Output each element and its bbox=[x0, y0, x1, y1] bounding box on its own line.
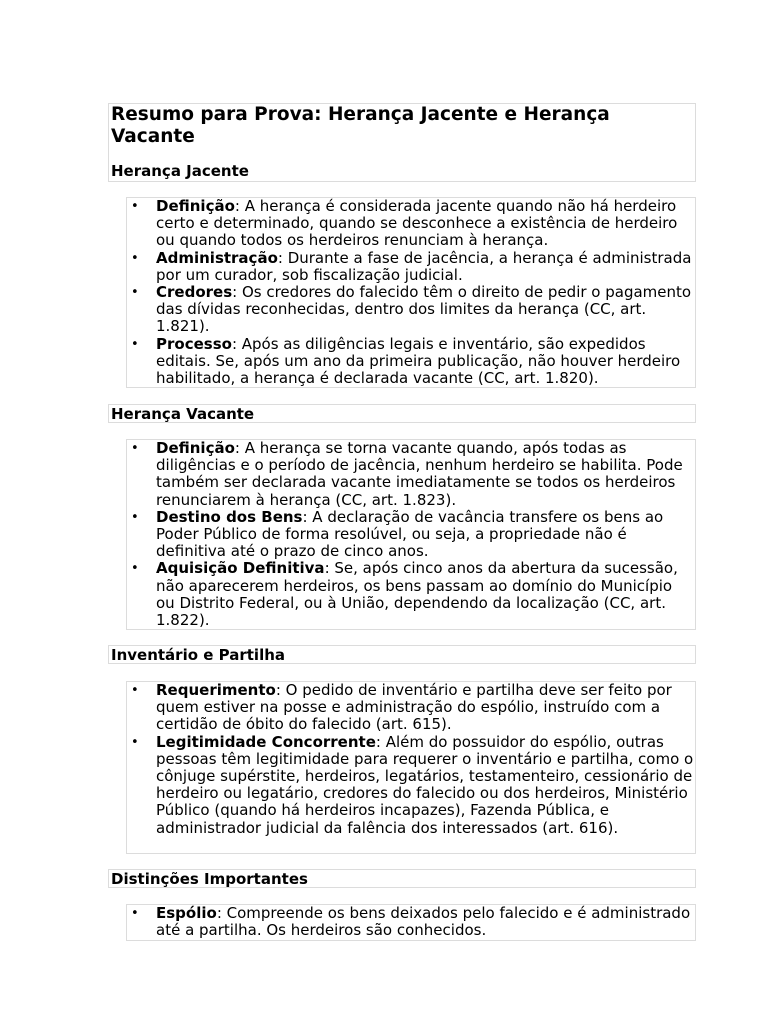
item-term: Espólio bbox=[156, 904, 217, 922]
list-item bbox=[127, 905, 695, 939]
item-term: Administração bbox=[156, 248, 278, 267]
item-text: : A herança se torna vacante quando, após todas as diligências e o período de jacência, nenhum herdeiro se habilita. Pode também ser declarada vacante imediatamente se todos os herdeiros renunciarem à herança (CC, art. 1.823). bbox=[156, 439, 683, 509]
section-heading-box bbox=[108, 404, 696, 423]
list-item bbox=[127, 682, 695, 734]
item-term: Definição bbox=[156, 197, 235, 215]
item-term: Definição bbox=[156, 439, 235, 457]
item-text: : Compreende os bens deixados pelo falecido e é administrado até a partilha. Os herdeiros são conhecidos. bbox=[156, 904, 691, 940]
list-item bbox=[127, 284, 695, 336]
item-term: Requerimento bbox=[156, 681, 276, 699]
title-block bbox=[108, 103, 696, 182]
item-text: : Se, após cinco anos da abertura da sucessão, não aparecerem herdeiros, os bens passam ao domínio do Município ou Distrito Federal, ou à União, dependendo da localização (CC, art. 1.822). bbox=[156, 559, 678, 630]
list-item bbox=[127, 198, 695, 250]
section-list-heranca-vacante bbox=[126, 439, 696, 630]
section-list-heranca-jacente bbox=[126, 197, 696, 388]
item-text: : A herança é considerada jacente quando não há herdeiro certo e determinado, quando se desconhece a existência de herdeiro ou quando todos os herdeiros renunciam à herança. bbox=[156, 197, 678, 250]
section-list-distincoes bbox=[126, 904, 696, 941]
item-text: : Os credores do falecido têm o direito de pedir o pagamento das dívidas reconhecidas, dentro dos limites da herança (CC, art. 1.821). bbox=[156, 283, 692, 336]
section-heading-distincoes: Distinções Importantes bbox=[111, 870, 308, 888]
list-item bbox=[127, 440, 695, 509]
document-title: Resumo para Prova: Herança Jacente e Herança Vacante bbox=[111, 104, 610, 147]
section-heading-box bbox=[108, 869, 696, 888]
item-term: Destino dos Bens bbox=[156, 507, 303, 526]
section-list-inventario bbox=[126, 681, 696, 854]
item-text: : Durante a fase de jacência, a herança é administrada por um curador, sob fiscalização judicial. bbox=[156, 248, 692, 284]
list-item bbox=[127, 560, 695, 629]
section-heading-box bbox=[108, 645, 696, 664]
item-text: : O pedido de inventário e partilha deve ser feito por quem estiver na posse e administração do espólio, instruído com a certidão de óbito do falecido (art. 615). bbox=[156, 681, 672, 734]
section-heading-heranca-vacante: Herança Vacante bbox=[111, 405, 255, 423]
item-text: : Além do possuidor do espólio, outras pessoas têm legitimidade para requerer o inventário e partilha, como o cônjuge supérstite, herdeiros, legatários, testamenteiro, cessionário de herdeiro ou legatário, credores do falecido ou dos herdeiros, Ministério Público (quando há herdeiros incapazes), Fazenda Pública, e administrador judicial da falência dos interessados (art. 616). bbox=[156, 732, 694, 837]
section-heading-heranca-jacente: Herança Jacente bbox=[111, 162, 249, 180]
item-term: Credores bbox=[156, 283, 233, 302]
list-item bbox=[127, 734, 695, 837]
list-item bbox=[127, 250, 695, 284]
list-item bbox=[127, 509, 695, 561]
item-term: Aquisição Definitiva bbox=[156, 559, 325, 578]
item-text: : A declaração de vacância transfere os bens ao Poder Público de forma resolúvel, ou seja, a propriedade não é definitiva até o prazo de cinco anos. bbox=[156, 507, 664, 561]
item-term: Legitimidade Concorrente bbox=[156, 732, 376, 751]
item-text: : Após as diligências legais e inventário, são expedidos editais. Se, após um ano da primeira publicação, não houver herdeiro habilitado, a herança é declarada vacante (CC, art. 1.820). bbox=[156, 334, 681, 388]
list-item bbox=[127, 336, 695, 388]
item-term: Processo bbox=[156, 334, 232, 353]
section-heading-inventario: Inventário e Partilha bbox=[111, 646, 286, 664]
